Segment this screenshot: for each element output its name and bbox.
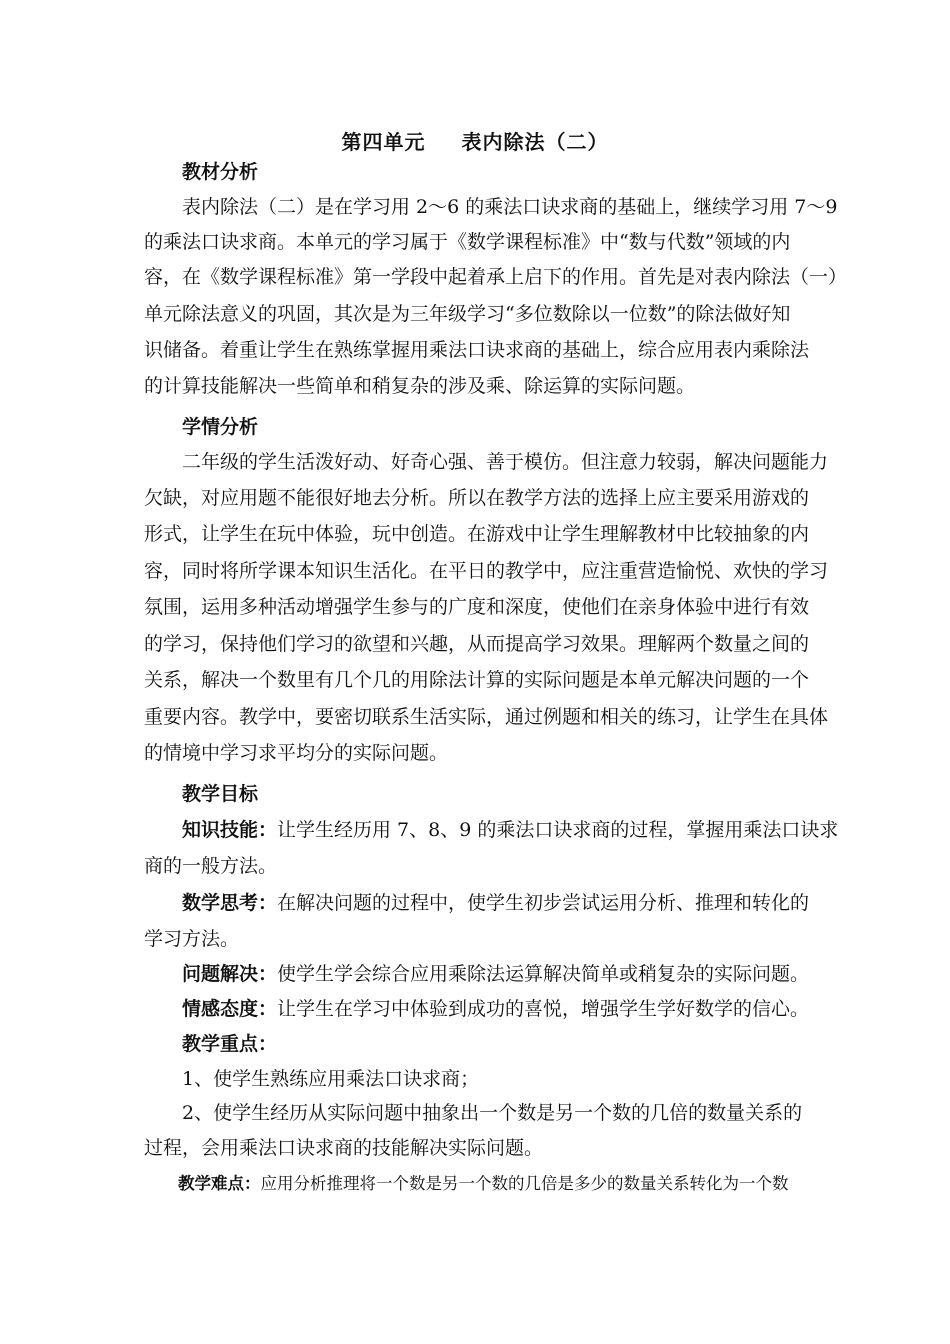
goal-text: 让学生在学习中体验到成功的喜悦，增强学生学好数学的信心。 xyxy=(277,998,810,1020)
goal-text: 使学生学会综合应用乘除法运算解决简单或稍复杂的实际问题。 xyxy=(277,963,810,985)
paragraph-line: 商的一般方法。 xyxy=(144,855,278,877)
goal-label: 情感态度： xyxy=(182,998,278,1020)
goal-emotion xyxy=(182,997,809,1021)
goal-label: 数学思考： xyxy=(182,892,278,914)
paragraph-line: 的学习，保持他们学习的欲望和兴趣，从而提高学习效果。理解两个数量之间的 xyxy=(144,633,810,655)
paragraph-line: 关系，解决一个数里有几个几的用除法计算的实际问题是本单元解决问题的一个 xyxy=(144,669,810,691)
section-heading-keypoints: 教学重点： xyxy=(182,1033,278,1055)
paragraph-line: 的计算技能解决一些简单和稍复杂的涉及乘、除运算的实际问题。 xyxy=(144,375,696,397)
goal-text: 让学生经历用 7、8、9 的乘法口诀求商的过程，掌握用乘法口诀求 xyxy=(277,819,839,841)
paragraph-line: 重要内容。教学中，要密切联系生活实际，通过例题和相关的练习，让学生在具体 xyxy=(144,706,829,728)
goal-text: 在解决问题的过程中，使学生初步尝试运用分析、推理和转化的 xyxy=(277,892,810,914)
paragraph-line: 氛围，运用多种活动增强学生参与的广度和深度，使他们在亲身体验中进行有效 xyxy=(144,596,810,618)
difficulty-line xyxy=(178,1172,789,1196)
paragraph-line: 过程，会用乘法口诀求商的技能解决实际问题。 xyxy=(144,1137,544,1159)
paragraph-line: 学习方法。 xyxy=(144,928,240,950)
paragraph-line: 的乘法口诀求商。本单元的学习属于《数学课程标准》中“数与代数”领域的内 xyxy=(144,231,791,253)
section-heading-students: 学情分析 xyxy=(182,416,259,438)
section-heading-material: 教材分析 xyxy=(182,161,259,183)
paragraph-line: 容，同时将所学课本知识生活化。在平日的教学中，应注重营造愉悦、欢快的学习 xyxy=(144,560,829,582)
goal-label: 知识技能： xyxy=(182,819,278,841)
paragraph-line: 的情境中学习求平均分的实际问题。 xyxy=(144,742,449,764)
paragraph-line: 二年级的学生活泼好动、好奇心强、善于模仿。但注意力较弱，解决问题能力 xyxy=(182,451,829,473)
keypoint-item-1: 1、使学生熟练应用乘法口诀求商； xyxy=(182,1068,480,1090)
unit-label: 第四单元 xyxy=(341,130,426,154)
difficulty-label: 教学难点： xyxy=(178,1174,261,1193)
keypoint-item-2: 2、使学生经历从实际问题中抽象出一个数是另一个数的几倍的数量关系的 xyxy=(182,1102,803,1124)
paragraph-line: 表内除法（二）是在学习用 2～6 的乘法口诀求商的基础上，继续学习用 7～9 xyxy=(182,196,838,218)
goal-solving xyxy=(182,962,809,986)
page-title xyxy=(0,126,950,155)
goal-label: 问题解决： xyxy=(182,963,278,985)
unit-name: 表内除法（二） xyxy=(461,130,609,154)
paragraph-line: 识储备。着重让学生在熟练掌握用乘法口诀求商的基础上，综合应用表内乘除法 xyxy=(144,339,810,361)
paragraph-line: 单元除法意义的巩固，其次是为三年级学习“多位数除以一位数”的除法做好知 xyxy=(144,303,791,325)
paragraph-line: 容，在《数学课程标准》第一学段中起着承上启下的作用。首先是对表内除法（一） xyxy=(144,266,848,288)
section-heading-goals: 教学目标 xyxy=(182,783,259,805)
paragraph-line: 形式，让学生在玩中体验，玩中创造。在游戏中让学生理解教材中比较抽象的内 xyxy=(144,523,810,545)
paragraph-line: 欠缺，对应用题不能很好地去分析。所以在教学方法的选择上应主要采用游戏的 xyxy=(144,487,810,509)
difficulty-text: 应用分析推理将一个数是另一个数的几倍是多少的数量关系转化为一个数 xyxy=(260,1174,789,1193)
goal-knowledge xyxy=(182,818,838,842)
goal-thinking xyxy=(182,891,809,915)
